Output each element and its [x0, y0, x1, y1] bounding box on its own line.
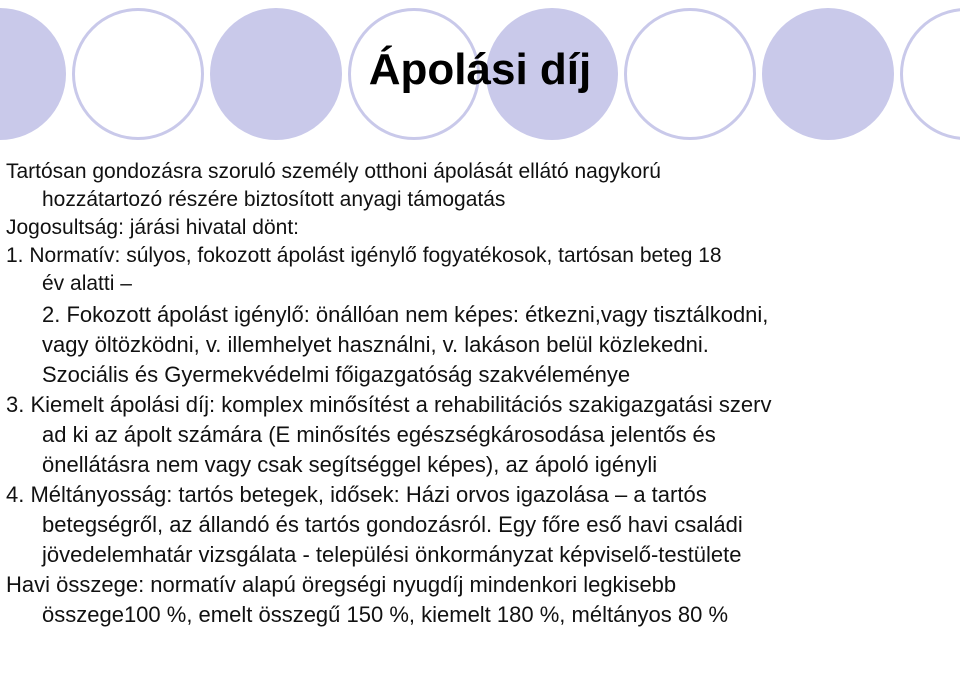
text-line: Havi összege: normatív alapú öregségi nyugdíj mindenkori legkisebb: [6, 572, 677, 597]
text-line: Szociális és Gyermekvédelmi főigazgatóság szakvéleménye: [42, 362, 631, 387]
text-line: Tartósan gondozásra szoruló személy otthoni ápolását ellátó nagykorú: [6, 160, 661, 183]
text-line: hozzátartozó részére biztosított anyagi támogatás: [42, 188, 506, 211]
text-line: év alatti –: [42, 272, 132, 295]
text-line: összege100 %, emelt összegű 150 %, kiemelt 180 %, méltányos 80 %: [42, 602, 729, 627]
text-line: 3. Kiemelt ápolási díj: komplex minősítést a rehabilitációs szakigazgatási szerv: [6, 392, 772, 417]
text-line: önellátásra nem vagy csak segítséggel képes), az ápoló igényli: [42, 452, 658, 477]
text-line: 4. Méltányosság: tartós betegek, idősek: Házi orvos igazolása – a tartós: [6, 482, 707, 507]
slide-body: [6, 158, 956, 630]
text-line: 1. Normatív: súlyos, fokozott ápolást igénylő fogyatékosok, tartósan beteg 18: [6, 244, 722, 267]
text-line: 2. Fokozott ápolást igénylő: önállóan nem képes: étkezni,vagy tisztálkodni,: [42, 302, 769, 327]
text-line: vagy öltözködni, v. illemhelyet használni, v. lakáson belül közlekedni.: [42, 332, 709, 357]
text-line: ad ki az ápolt számára (E minősítés egészségkárosodása jelentős és: [42, 422, 716, 447]
text-line: betegségről, az állandó és tartós gondozásról. Egy főre eső havi családi: [42, 512, 743, 537]
text-line: jövedelemhatár vizsgálata - települési önkormányzat képviselő-testülete: [42, 542, 742, 567]
text-line: Jogosultság: járási hivatal dönt:: [6, 216, 300, 239]
slide-title: Ápolási díj: [368, 45, 592, 94]
